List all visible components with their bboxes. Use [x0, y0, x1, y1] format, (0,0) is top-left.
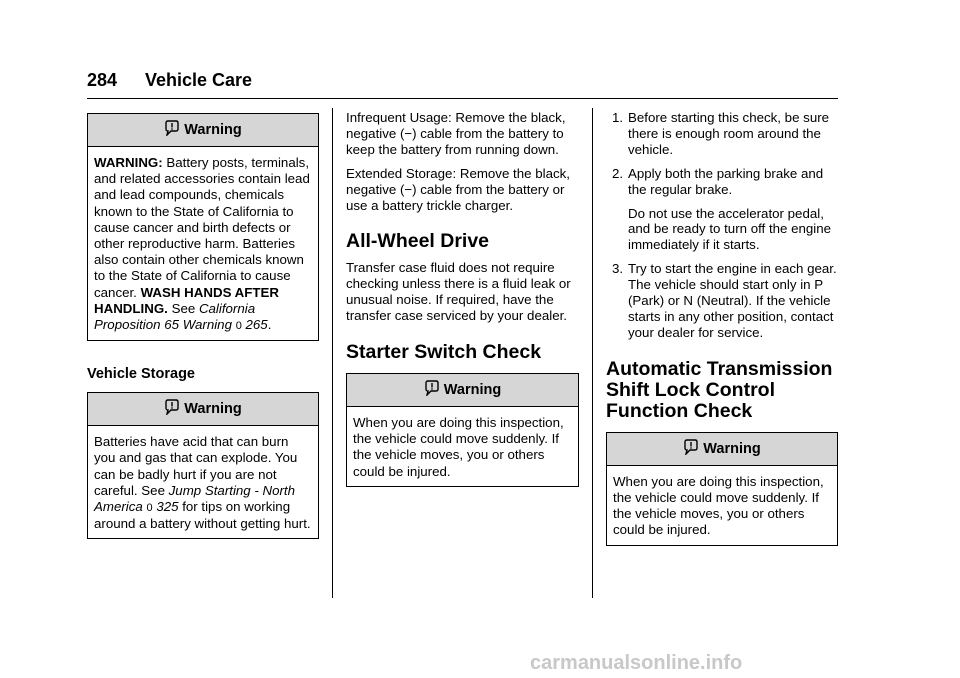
- section-title: Vehicle Care: [145, 70, 253, 90]
- reference-symbol: 0: [146, 502, 153, 515]
- see-text: See: [167, 300, 199, 316]
- page-header: [87, 70, 838, 98]
- reference-page[interactable]: 265: [245, 317, 268, 333]
- heading-starter-switch-check: Starter Switch Check: [346, 341, 542, 364]
- warning-text: Battery posts, terminals, and related accessories contain lead and lead compounds, chemicals known to the State of California to cause cancer and birth defects or other reproductive harm. Batteries also contain other chemicals known to the State of California to cause cancer.: [94, 155, 310, 300]
- column-2: [346, 110, 579, 487]
- warning-header: [88, 114, 318, 147]
- warning-header: [88, 393, 318, 426]
- warning-bold-text: WASH HANDS AFTER HANDLING.: [94, 284, 279, 316]
- steps-list: [606, 110, 838, 341]
- heading-all-wheel-drive: All-Wheel Drive: [346, 230, 490, 253]
- warning-title: Warning: [703, 440, 761, 457]
- column-divider-2: [592, 108, 593, 598]
- warning-title: Warning: [443, 382, 502, 399]
- step-number: 1.: [612, 110, 624, 125]
- paragraph-extended-storage: Extended Storage: Remove the black, negative (−) cable from the battery or use a battery trickle charger.: [346, 165, 570, 213]
- subhead-vehicle-storage: Vehicle Storage: [87, 366, 195, 383]
- cross-reference-link[interactable]: Jump Starting - North America: [94, 482, 296, 515]
- warning-body: When you are doing this inspection, the vehicle could move suddenly. If the vehicle moves, you or others could be injured.: [353, 415, 564, 479]
- page-number: 284: [87, 70, 118, 90]
- reference-symbol: 0: [235, 320, 242, 333]
- step-number: 3.: [612, 261, 624, 277]
- warning-icon: [424, 380, 440, 400]
- warning-box-battery: [87, 392, 319, 539]
- list-item: [606, 166, 838, 254]
- warning-text: Batteries have acid that can burn you and gas that can explode. You can be badly hurt if you are not careful. See: [94, 434, 298, 498]
- column-3: [606, 110, 838, 546]
- step-subtext: Do not use the accelerator pedal, and be ready to turn off the engine immediately if it starts.: [628, 205, 832, 253]
- warning-icon: [683, 439, 699, 459]
- warning-body: [88, 426, 318, 538]
- warning-text-end: for tips on working around a battery without getting hurt.: [94, 499, 311, 532]
- warning-header: [347, 374, 578, 407]
- reference-page[interactable]: 325: [156, 499, 179, 515]
- column-1: [87, 113, 319, 539]
- end-punct: .: [267, 317, 272, 333]
- warning-header: [607, 433, 837, 466]
- warning-icon: [164, 399, 180, 419]
- step-number: 2.: [612, 165, 624, 181]
- warning-title: Warning: [184, 401, 242, 418]
- warning-box-prop65: [87, 113, 319, 341]
- watermark: carmanualsonline.info: [530, 652, 743, 674]
- heading-transmission-shift-lock: Automatic Transmission Shift Lock Control Function Check: [606, 357, 833, 422]
- column-divider-1: [332, 108, 333, 598]
- list-item: [606, 110, 838, 158]
- warning-body: When you are doing this inspection, the vehicle could move suddenly. If the vehicle moves, you or others could be injured.: [613, 473, 824, 538]
- warning-lead: WARNING:: [94, 155, 163, 170]
- paragraph-awd: Transfer case fluid does not require checking unless there is a fluid leak or unusual noise. If required, have the transfer case serviced by your dealer.: [346, 260, 571, 324]
- warning-box-transmission: [606, 432, 838, 546]
- warning-title: Warning: [184, 122, 242, 138]
- warning-body: [88, 147, 318, 340]
- step-text: Apply both the parking brake and the regular brake.: [628, 165, 824, 197]
- warning-box-starter: [346, 373, 579, 487]
- list-item: [606, 261, 838, 341]
- warning-icon: [164, 120, 180, 140]
- step-text: Try to start the engine in each gear. The vehicle should start only in P (Park) or N (Neutral). If the vehicle starts in any other position, contact your dealer for service.: [628, 261, 837, 340]
- header-rule: [87, 98, 838, 99]
- step-text: Before starting this check, be sure there is enough room around the vehicle.: [628, 110, 830, 157]
- cross-reference-link[interactable]: California Proposition 65 Warning: [94, 300, 256, 333]
- paragraph-infrequent-usage: Infrequent Usage: Remove the black, negative (−) cable from the battery to keep the battery from running down.: [346, 110, 566, 157]
